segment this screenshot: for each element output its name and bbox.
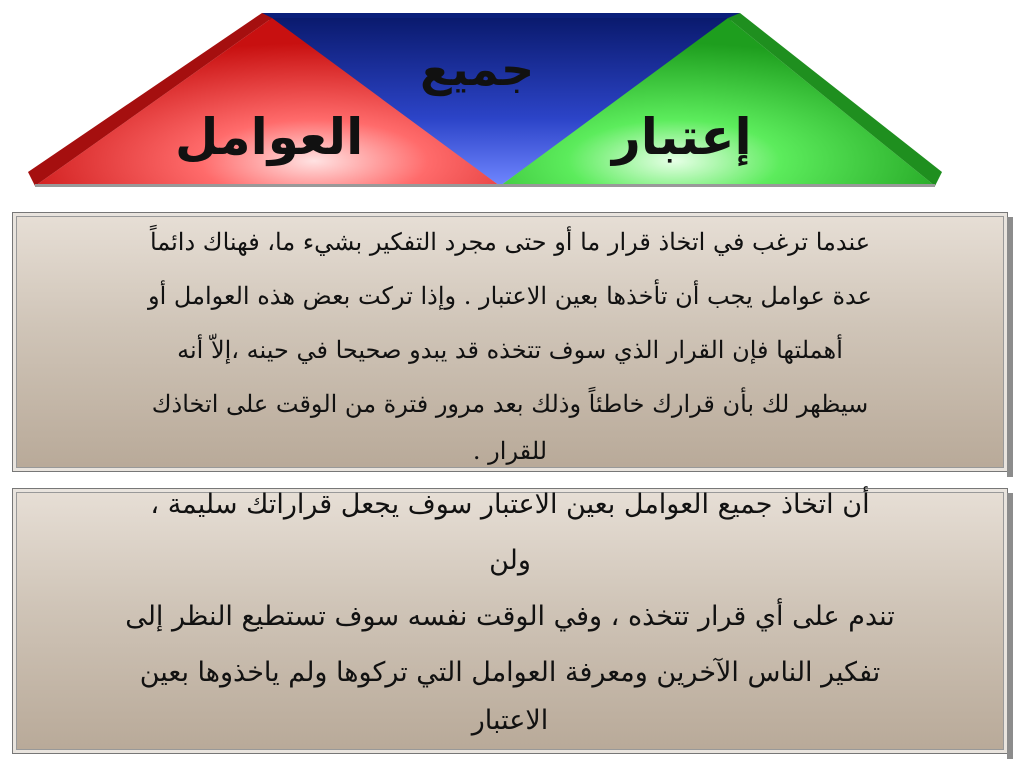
- panel-2-line: أن اتخاذ جميع العوامل بعين الاعتبار سوف يجعل قراراتك سليمة ،: [150, 489, 870, 520]
- panel-1-line: عدة عوامل يجب أن تأخذها بعين الاعتبار . وإذا تركت بعض هذه العوامل أو: [148, 282, 872, 310]
- text-panel-2: [12, 488, 1008, 754]
- panel-2-line: ولن: [489, 545, 531, 576]
- triangle-banner: [0, 0, 1024, 200]
- panel-1-line: سيظهر لك بأن قرارك خاطئاً وذلك بعد مرور فترة من الوقت على اتخاذك: [151, 390, 869, 418]
- panel-1-line: عندما ترغب في اتخاذ قرار ما أو حتى مجرد التفكير بشيء ما، فهناك دائماً: [149, 228, 871, 256]
- panel-2-line: تندم على أي قرار تتخذه ، وفي الوقت نفسه سوف تستطيع النظر إلى: [125, 601, 895, 632]
- panel-1-paragraph: [13, 215, 1007, 471]
- text-panel-1: [12, 212, 1008, 472]
- banner-word-consider: إعتبار: [612, 108, 752, 166]
- banner-word-all: جميع: [420, 42, 535, 96]
- banner-word-factors: العوامل: [175, 108, 364, 166]
- panel-2-paragraph: [13, 477, 1007, 741]
- panel-1-line: للقرار .: [472, 437, 548, 465]
- panel-1-line: أهملتها فإن القرار الذي سوف تتخذه قد يبدو صحيحا في حينه ،إلاّ أنه: [177, 336, 843, 364]
- panel-2-line: تفكير الناس الآخرين ومعرفة العوامل التي تركوها ولم ياخذوها بعين: [139, 657, 881, 688]
- panel-2-line: الاعتبار: [471, 705, 549, 736]
- triangle-graphic: [0, 0, 1024, 200]
- banner-base: [35, 184, 935, 187]
